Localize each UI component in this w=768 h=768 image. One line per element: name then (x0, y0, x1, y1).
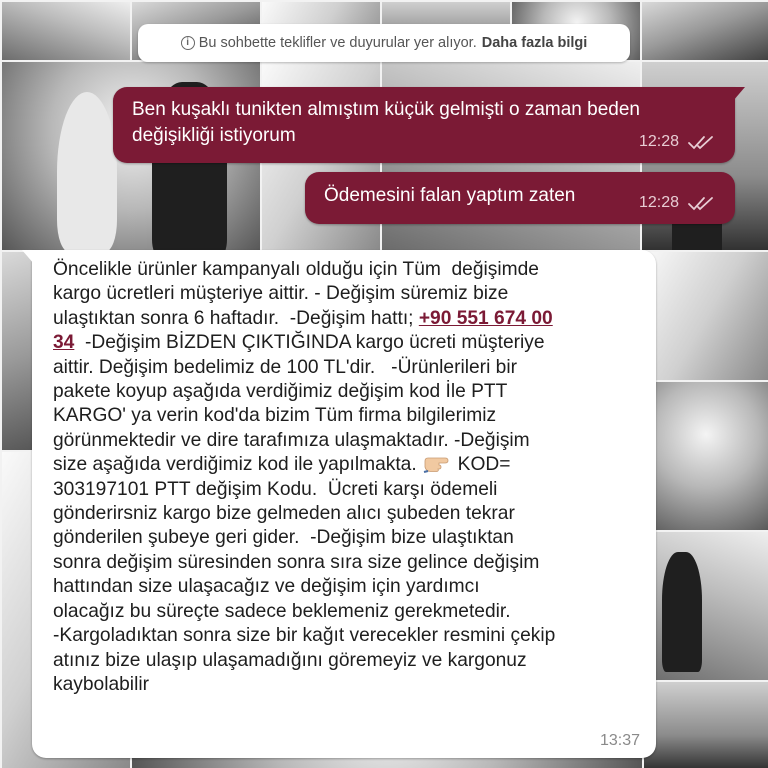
message-text-part: -Değişim BİZDEN ÇIKTIĞINDA kargo ücreti müşteriye aittir. Değişim bedelimiz de 100 TL'dir. -Ürünlerileri bir pakete koyup aşağıda verdiğimiz değişim kod İle PTT KARGO' ya verin kod'da bizim Tüm firma bilgilerimiz görünmektedir ve dire tarafımıza ulaşmaktadır. -Değişim size aşağıda verdiğimiz kod ile yapılmakta. (53, 332, 545, 476)
outgoing-message[interactable] (305, 172, 735, 224)
incoming-message[interactable] (32, 250, 656, 758)
double-check-icon (687, 134, 717, 150)
message-meta (639, 129, 717, 155)
wallpaper-photo (640, 380, 768, 534)
double-check-icon (687, 195, 717, 211)
message-meta (639, 190, 717, 216)
wallpaper-photo (640, 530, 768, 684)
pointing-hand-icon (423, 453, 455, 473)
learn-more-link[interactable]: Daha fazla bilgi (481, 35, 588, 51)
message-time: 13:37 (599, 732, 640, 749)
message-text-part: KOD= 303197101 PTT değişim Kodu. Ücreti karşı ödemeli gönderirsniz kargo bize gelmeden alıcı şubeden tekrar gönderilen şubeye geri gider. -Değişim bize ulaştıktan sonra değişim süresinden sonra sıra size gelince değişim hattından size ulaşacağız ve değişim için yardımcı olacağız bu süreçte sadece beklemeniz gerekmetedir. -Kargoladıktan sonra size bir kağıt verecekler resmini çekip atınız bize ulaşıp ulaşamadığını göremeyiz ve kargonuz kaybolabilir (53, 454, 556, 695)
wallpaper-photo (640, 680, 768, 768)
phone-number-link-continued[interactable]: 34 (53, 332, 75, 354)
outgoing-message[interactable] (113, 87, 735, 163)
message-time: 12:28 (638, 133, 679, 150)
banner-text: Bu sohbette teklifler ve duyurular yer alıyor. (198, 35, 477, 51)
message-text-part: Öncelikle ürünler kampanyalı olduğu için Tüm değişimde kargo ücretleri müşteriye aittir. - Değişim süremiz bize ulaştıktan sonra 6 haftadır. -Değişim hattı; (53, 259, 539, 329)
wallpaper-photo (640, 0, 768, 64)
offers-info-banner[interactable] (138, 24, 630, 62)
wallpaper-photo (0, 0, 134, 64)
message-text: Ödemesini falan yaptım zaten (324, 185, 576, 206)
phone-number-link[interactable]: +90 551 674 00 (418, 307, 553, 329)
wallpaper-photo (640, 250, 768, 384)
info-circle-icon: i (181, 36, 195, 50)
message-text (53, 258, 653, 697)
message-text: Ben kuşaklı tunikten almıştım küçük gelmişti o zaman beden değişikliği istiyorum (132, 99, 640, 146)
message-time: 12:28 (638, 194, 679, 211)
